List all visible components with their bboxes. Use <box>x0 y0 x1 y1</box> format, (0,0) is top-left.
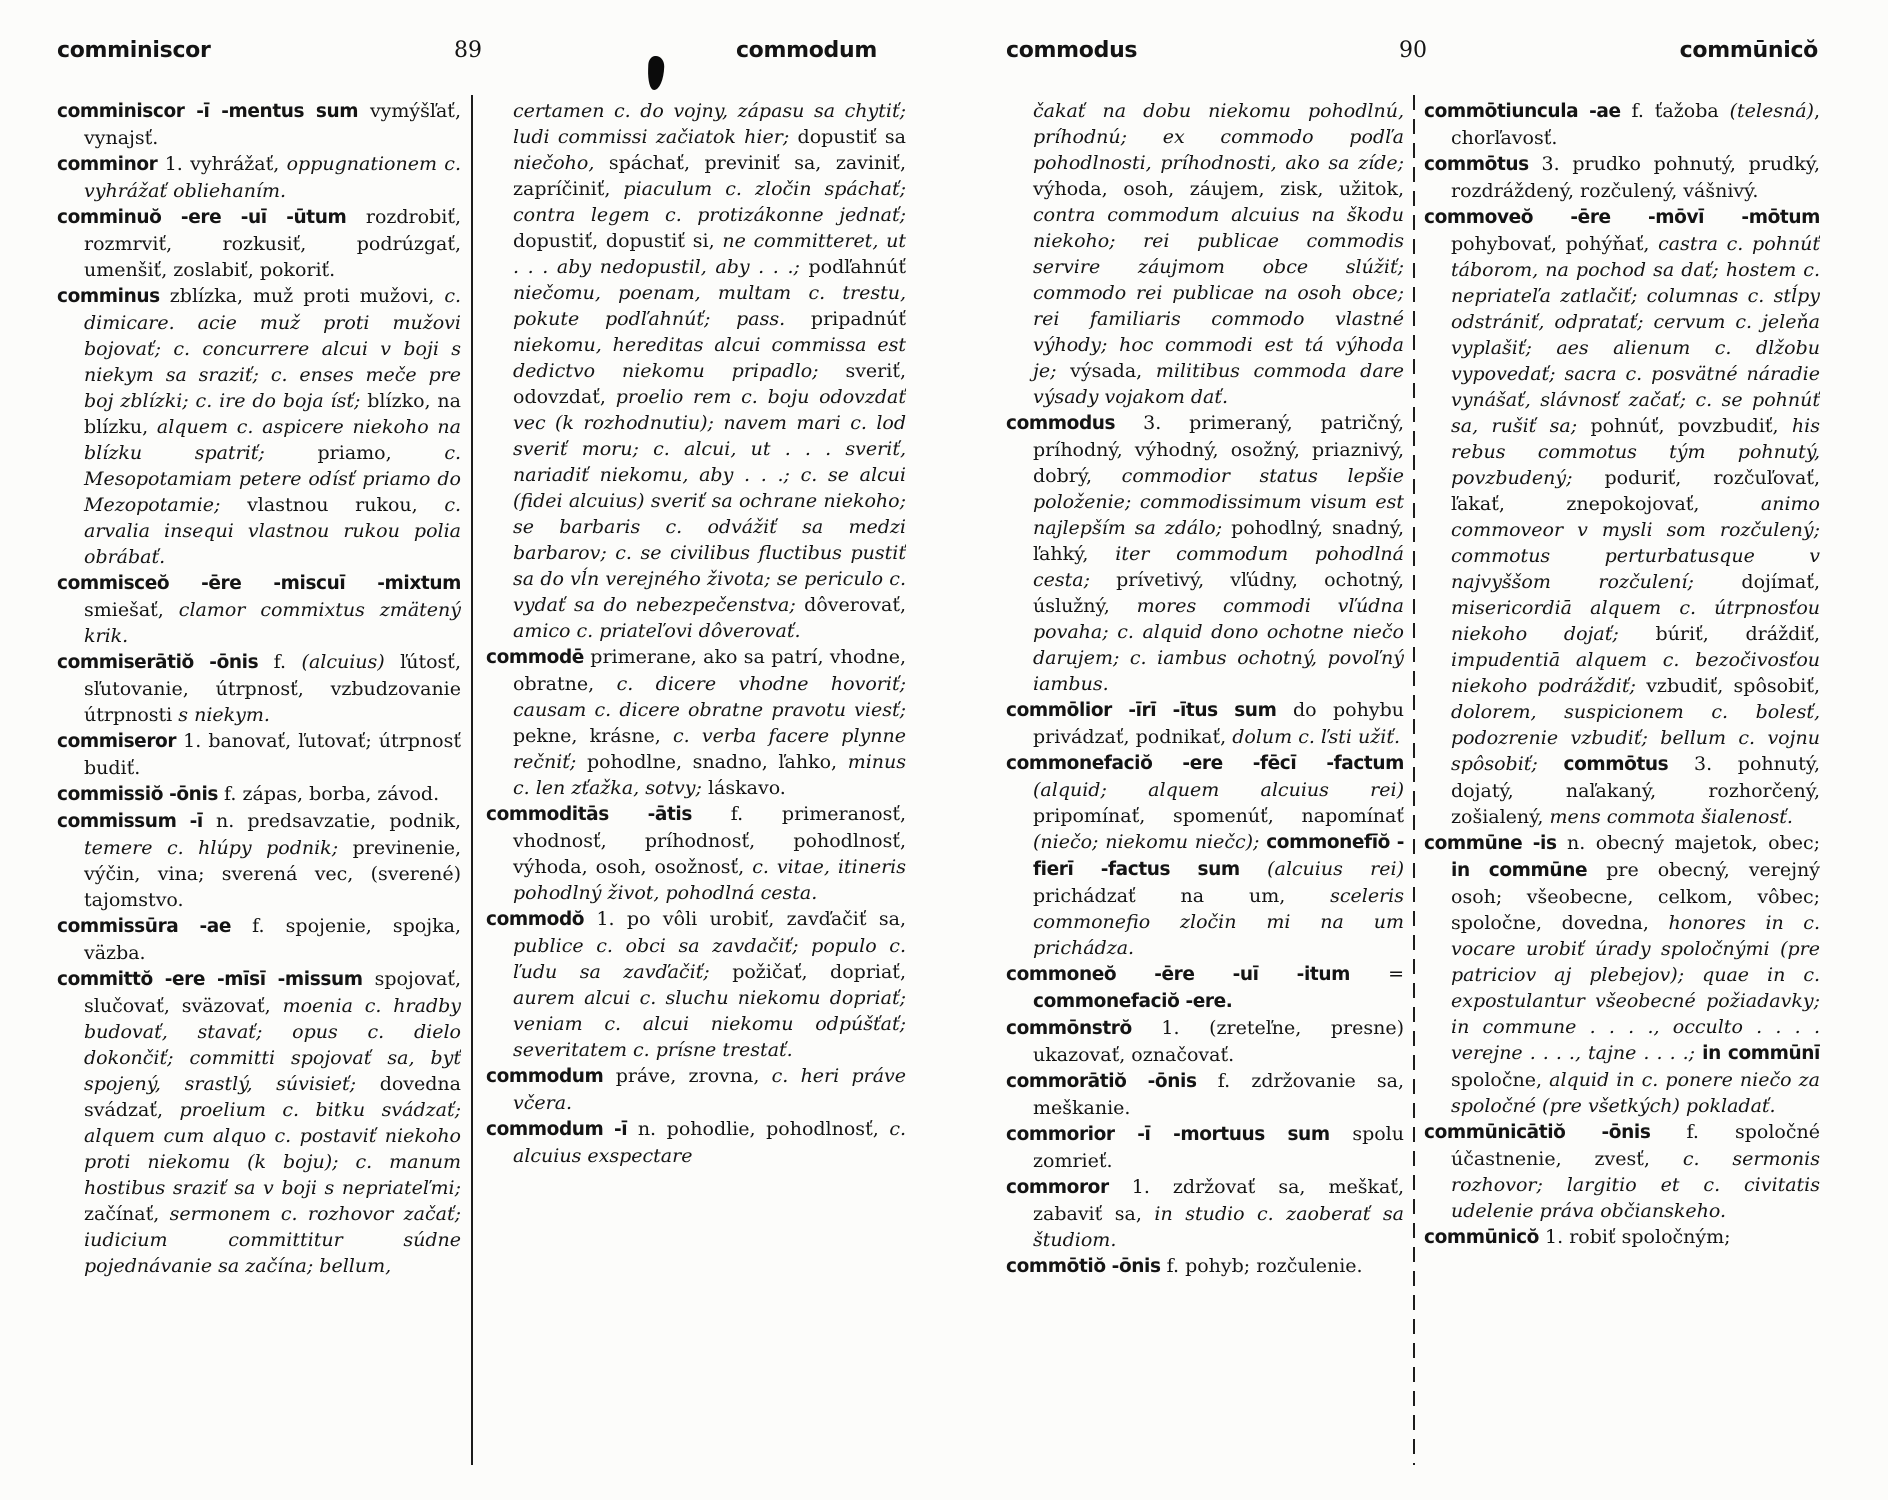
translation-text: primerane, ako sa patrí, vhodne, obratne, <box>513 646 906 695</box>
latin-example: (telesná) <box>1729 100 1814 122</box>
dictionary-entry <box>57 151 461 204</box>
latin-example: publice c. obci sa zavdačiť; populo c. ľudu sa zavďačiť; <box>513 935 906 983</box>
translation-text: spáchať, previniť sa, zaviniť, zapríčiniť, <box>513 152 906 200</box>
latin-example: impudentiā alquem c. bezočivosťou niekoho podráždiť; <box>1451 649 1820 697</box>
latin-example: (niečo; niekomu niečc); <box>1033 831 1267 853</box>
latin-example: (alcuius rei) <box>1267 858 1404 880</box>
latin-example: animo commoveor v mysli som rozčulený; commotus perturbatusque v najvyššom rozčulení; <box>1451 493 1820 593</box>
translation-text: pohodlný, snadný, ľahký, <box>1033 517 1404 565</box>
latin-example: sermonem c. rozhovor začať; iudicium committitur súdne pojednávanie sa začína; bellum, <box>84 1203 461 1277</box>
translation-text: vlastnou rukou, <box>247 494 445 516</box>
guide-word-right-page90: commūnicŏ <box>1679 38 1818 63</box>
translation-text: 3. pohnutý, dojatý, naľakaný, rozhorčený, zošialený, <box>1451 753 1820 828</box>
headword: commorātiŏ -ōnis <box>1006 1071 1218 1092</box>
dictionary-entry <box>1006 1015 1404 1068</box>
translation-text: dopustiť, dopustiť si, <box>513 230 723 252</box>
guide-word-right-page89: commodum <box>735 38 877 63</box>
headword: commisceŏ -ēre -miscuī -mixtum <box>57 573 461 594</box>
translation-text: spoločne, <box>1451 1069 1550 1091</box>
translation-text: dovedna svádzať, <box>84 1073 461 1121</box>
translation-text: spojovať, slučovať, sväzovať, <box>84 968 461 1017</box>
latin-example: niekomu, hereditas alcui commissa est dedictvo niekomu pripadlo; <box>513 334 906 382</box>
headword: commūnicŏ <box>1424 1227 1546 1248</box>
latin-example: amico c. priateľovi dôverovať. <box>513 620 801 642</box>
latin-example: castra c. pohnúť táborom, na pochod sa dať; hostem c. nepriateľa zatlačiť; columnas c. stĺpy odstrániť, odpratať; cervum c. jeleňa vyplašiť; aes alienum c. dlžobu vypovedať; sacra c. posvätné náradie vynášať, slávnosť začať; c. se pohnúť sa, rušiť sa; <box>1451 233 1820 437</box>
dictionary-entry <box>1006 1121 1404 1174</box>
page90-column-2 <box>1424 98 1820 1470</box>
translation-text: sveriť, odovzdať, <box>513 360 906 408</box>
latin-example: c. vitae, itineris pohodlný život, pohodlná cesta. <box>513 856 906 904</box>
headword: commōlior -īrī -ītus sum <box>1006 700 1293 721</box>
translation-text: 1. banovať, ľutovať; útrpnosť budiť. <box>84 730 461 779</box>
translation-text: 3. prudko pohnutý, prudký, rozdráždený, rozčulený, vášnivý. <box>1451 153 1820 202</box>
translation-text: láskavo. <box>707 777 786 799</box>
translation-text: pohnúť, povzbudiť, <box>1590 415 1792 437</box>
headword: commonefīŏ -fierī -factus sum <box>1033 832 1404 880</box>
headword: comminor <box>57 154 165 175</box>
headword: comminiscor -ī -mentus sum <box>57 101 370 122</box>
headword: commoror <box>1006 1177 1132 1198</box>
translation-text: výsada, <box>1070 360 1156 382</box>
dictionary-entry <box>486 1063 906 1116</box>
translation-text: f. ťažoba <box>1631 100 1730 122</box>
dictionary-entry <box>57 808 461 913</box>
headword: commōtiuncula -ae <box>1424 101 1632 122</box>
translation-text: smiešať, <box>84 599 179 621</box>
headword: commiseror <box>57 731 184 752</box>
headword: commissūra -ae <box>57 916 253 937</box>
translation-text: f. zápas, borba, závod. <box>224 783 440 805</box>
translation-text: f. <box>273 651 302 673</box>
translation-text: rozdrobiť, rozmrviť, rozkusiť, podrúzgať, umenšiť, zoslabiť, pokoriť. <box>84 206 461 281</box>
column-divider-page90 <box>1413 95 1415 1465</box>
dictionary-entry <box>57 966 461 1279</box>
latin-example: in studio c. zaoberať sa študiom. <box>1033 1203 1404 1251</box>
latin-example: moenia c. hradby budovať, stavať; opus c. dielo dokončiť; committi spojovať sa, byť spojený, srastlý, súvisieť; <box>84 995 461 1095</box>
translation-text: pekne, krásne, <box>513 725 673 747</box>
headword: commōtus <box>1424 154 1542 175</box>
headword: commūne -is <box>1424 833 1567 854</box>
translation-text: požičať, dopriať, <box>732 961 906 983</box>
translation-text: pripadnúť <box>810 308 906 330</box>
dictionary-entry <box>486 1116 906 1169</box>
headword: commorior -ī -mortuus sum <box>1006 1124 1353 1145</box>
dictionary-entry <box>1006 750 1404 961</box>
translation-text: zblízka, muž proti mužovi, <box>169 285 445 307</box>
latin-example: dolorem, suspicionem c. bolesť, podozrenie vzbudiť; bellum c. vojnu spôsobiť; <box>1451 701 1820 775</box>
translation-text: spolu zomrieť. <box>1033 1123 1404 1172</box>
latin-example: piaculum c. zločin spáchať; contra legem c. protizákonne jednať; <box>513 178 906 226</box>
headword: commūnicātiŏ -ōnis <box>1424 1122 1687 1143</box>
latin-example: c. arvalia insequi vlastnou rukou polia obrábať. <box>84 494 461 568</box>
dictionary-entry <box>486 906 906 1063</box>
dictionary-entry <box>486 644 906 801</box>
latin-example: certamen c. do vojny, zápasu sa chytiť; ludi commissi začiatok hier; <box>513 100 906 148</box>
dictionary-entry <box>1006 697 1404 750</box>
translation-text: búriť, dráždiť, <box>1655 623 1820 645</box>
dictionary-entry <box>486 98 906 644</box>
latin-example: contra commodum alcuius na škodu niekoho; rei publicae commodis servire záujmom obce slúžiť; commodo rei publicae na osoh obce; rei familiaris commodo vlastné výhody; hoc commodi est tá výhoda je; <box>1033 204 1404 382</box>
headword: commiserātiŏ -ōnis <box>57 652 274 673</box>
translation-text: blízko, na blízku, <box>84 390 461 438</box>
headword: commissum -ī <box>57 811 216 832</box>
dictionary-entry <box>486 801 906 906</box>
headword: commoneŏ -ēre -uī -itum <box>1006 964 1389 985</box>
latin-example: sceleris commonefio zločin mi na um prichádza. <box>1033 885 1404 959</box>
latin-example: misericordiā alquem c. útrpnosťou niekoho dojať; <box>1451 597 1820 645</box>
headword: commodus <box>1006 413 1144 434</box>
headword: comminus <box>57 286 170 307</box>
dictionary-entry <box>1006 961 1404 1015</box>
dictionary-entry <box>57 283 461 570</box>
translation-text: výhoda, osoh, záujem, zisk, užitok, <box>1033 178 1404 200</box>
latin-example: dolum c. ľsti užiť. <box>1232 726 1401 748</box>
latin-example: c. dimicare. acie muž proti mužovi bojovať; c. concurrere alcui v boji s niekym sa sraziť; c. enses meče pre boj zblízki; c. ire do boja ísť; <box>84 285 461 412</box>
translation-text: f. primeranosť, vhodnosť, príhodnosť, pohodlnosť, výhoda, osoh, osožnosť, <box>513 803 906 878</box>
latin-example: aurem alcui c. sluchu niekomu dopriať; veniam c. alcui niekomu odpúšťať; severitatem c. prísne trestať. <box>513 987 906 1061</box>
translation-text: f. pohyb; rozčulenie. <box>1166 1255 1363 1277</box>
latin-example: proelio rem c. boju odovzdať vec (k rozhodnutiu); navem mari c. loď sveriť moru; c. alcui, ut . . . sveriť, nariadiť niekomu, aby . . .; c. se alcui (fidei alcuius) sveriť sa ochrane niekoho; se barbaris c. odvážiť sa medzi barbarov; c. se civilibus fluctibus pustiť sa do vĺn verejného života; se periculo c. vydať sa do nebezpečenstva; <box>513 386 906 616</box>
translation-text: dôverovať, <box>804 594 906 616</box>
page89-column-1 <box>57 98 461 1470</box>
translation-text: f. spojenie, spojka, väzba. <box>84 915 461 964</box>
latin-example: temere c. hlúpy podnik; <box>84 837 353 859</box>
headword: commodum -ī <box>486 1119 638 1140</box>
translation-text: 1. (zreteľne, presne) ukazovať, označovať. <box>1033 1017 1404 1066</box>
latin-example: oppugnationem c. vyhrážať obliehaním. <box>84 153 461 202</box>
translation-text: n. obecný majetok, obec; <box>1567 832 1820 854</box>
translation-text: podľahnúť <box>808 256 906 278</box>
translation-text: dopustiť sa <box>797 126 906 148</box>
translation-text: poduriť, rozčuľovať, ľakať, znepokojovať, <box>1451 467 1820 515</box>
headword: commodē <box>486 647 591 668</box>
translation-text: 3. primeraný, patričný, príhodný, výhodný, osožný, priaznivý, dobrý, <box>1033 412 1404 487</box>
translation-text: do pohybu privádzať, podnikať, <box>1033 699 1404 748</box>
translation-text: n. predsavzatie, podnik, <box>215 810 461 832</box>
latin-example: iter commodum pohodlná cesta; <box>1033 543 1404 591</box>
translation-text: f. spoločné účastnenie, zvesť, <box>1451 1121 1820 1170</box>
translation-text: práve, zrovna, <box>615 1065 772 1087</box>
dictionary-entry <box>1006 1068 1404 1121</box>
latin-example: (alcuius) <box>301 651 401 673</box>
latin-example: c. heri práve včera. <box>513 1065 906 1114</box>
column-divider-page89 <box>471 95 473 1465</box>
latin-example: mores commodi vľúdna povaha; c. alquid dono ochotne niečo darujem; c. iambus ochotný, povoľný iambus. <box>1033 595 1404 695</box>
translation-text: priamo, <box>317 442 445 464</box>
dictionary-entry <box>57 913 461 966</box>
dictionary-entry <box>1424 1224 1820 1251</box>
headword: in commūne <box>1451 860 1607 881</box>
latin-example: alquem c. aspicere niekoho na blízku spatriť; <box>84 416 461 464</box>
page-number-89: 89 <box>454 38 482 63</box>
dictionary-entry <box>1006 1253 1404 1280</box>
translation-text: pohybovať, pohýňať, <box>1451 233 1659 255</box>
translation-text: ľútosť, sľutovanie, útrpnosť, vzbudzovanie útrpnosti <box>84 651 461 726</box>
translation-text: pre obecný, verejný osoh; všeobecne, celkom, vôbec; spoločne, dovedna, <box>1451 859 1820 934</box>
translation-text: f. zdržovanie sa, meškanie. <box>1033 1070 1404 1119</box>
latin-example: honores in c. vocare urobiť úrady spoločnými (pre patriciov aj plebejov); quae in c. expostulantur všeobecné požiadavky; in commune . . . ., occulto . . . . verejne . . . ., tajne . . . .; <box>1451 912 1820 1064</box>
latin-example: his rebus commotus tým pohnutý, povzbudený; <box>1451 415 1820 489</box>
headword: commoditās -ātis <box>486 804 731 825</box>
latin-example: niečoho, <box>513 152 609 174</box>
translation-text: 1. po vôli urobiť, zavďačiť sa, <box>596 908 906 930</box>
translation-text: n. pohodlie, pohodlnosť, <box>637 1118 890 1140</box>
latin-example: s niekym. <box>178 704 270 726</box>
latin-example: minus c. len zťažka, sotvy; <box>513 751 906 799</box>
headword: in commūnī <box>1702 1043 1820 1064</box>
headword: commonefaciŏ -ere. <box>1033 991 1233 1012</box>
headword: commonefaciŏ -ere -fēcī -factum <box>1006 753 1404 774</box>
translation-text: pohodlne, snadno, ľahko, <box>586 751 848 773</box>
latin-example: niečomu, poenam, multam c. trestu, pokute podľahnúť; pass. <box>513 282 906 330</box>
latin-example: proelium c. bitku svádzať; alquem cum alquo c. postaviť niekoho proti niekomu (k boju); c. manum hostibus sraziť sa v boji s nepriateľmi; <box>84 1099 461 1199</box>
translation-text: vymýšľať, vynajsť. <box>84 100 461 149</box>
dictionary-entry <box>1424 830 1820 1119</box>
latin-example: c. verba facere plynne rečniť; <box>513 725 906 773</box>
latin-example: ne committeret, ut . . . aby nedopustil, aby . . .; <box>513 230 906 278</box>
translation-text: 1. vyhrážať, <box>164 153 287 175</box>
headword: commodŏ <box>486 909 597 930</box>
dictionary-entry <box>1424 98 1820 151</box>
dictionary-entry <box>57 649 461 728</box>
page89-column-2 <box>486 98 906 1470</box>
latin-example: clamor commixtus zmätený krik. <box>84 599 461 647</box>
dictionary-entry <box>1424 204 1820 830</box>
latin-example: commodior status lepšie položenie; commodissimum visum est najlepším sa zdálo; <box>1033 465 1404 539</box>
headword: commodum <box>486 1066 616 1087</box>
dictionary-entry <box>57 570 461 649</box>
latin-example: c. dicere vhodne hovoriť; causam c. dicere obratne pravotu viesť; <box>513 673 906 721</box>
headword: commoveŏ -ēre -mōvī -mōtum <box>1424 207 1820 228</box>
headword: committŏ -ere -mīsī -missum <box>57 969 375 990</box>
ink-blot <box>647 56 664 91</box>
dictionary-entry <box>57 98 461 151</box>
translation-text: vzbudiť, spôsobiť, <box>1646 675 1820 697</box>
latin-example: c. Mesopotamiam petere odísť priamo do Mezopotamie; <box>84 442 461 516</box>
guide-word-left-page89: comminiscor <box>57 38 211 63</box>
latin-example: alquid in c. ponere niečo za spoločné (pre všetkých) pokladať. <box>1451 1069 1820 1117</box>
translation-text: = <box>1388 963 1404 985</box>
dictionary-entry <box>1006 98 1404 410</box>
translation-text: prichádzať na um, <box>1033 885 1331 907</box>
latin-example: c. alcuius exspectare <box>513 1118 906 1167</box>
dictionary-entry <box>1424 1119 1820 1224</box>
translation-text: prívetivý, vľúdny, ochotný, úslužný, <box>1033 569 1404 617</box>
latin-example: c. sermonis rozhovor; largitio et c. civitatis udelenie práva občianskeho. <box>1451 1148 1820 1222</box>
translation-text: 1. zdržovať sa, meškať, zabaviť sa, <box>1033 1176 1404 1225</box>
translation-text: previnenie, výčin, vina; sverená vec, (sverené) tajomstvo. <box>84 837 461 911</box>
page90-column-1 <box>1006 98 1404 1470</box>
headword: commōnstrŏ <box>1006 1018 1162 1039</box>
translation-text: začínať, <box>84 1203 170 1225</box>
headword: commōtiŏ -ōnis <box>1006 1256 1167 1277</box>
dictionary-entry <box>57 781 461 808</box>
dictionary-entry <box>1006 410 1404 697</box>
guide-word-left-page90: commodus <box>1006 38 1138 63</box>
dictionary-entry <box>1006 1174 1404 1253</box>
page-number-90: 90 <box>1399 38 1427 63</box>
headword: commōtus <box>1563 754 1694 775</box>
translation-text: dojímať, <box>1741 571 1820 593</box>
latin-example: militibus commoda dare výsady vojakom dať. <box>1033 360 1404 408</box>
headword: comminuŏ -ere -uī -ūtum <box>57 207 366 228</box>
dictionary-entry <box>1424 151 1820 204</box>
translation-text: 1. robiť spoločným; <box>1545 1226 1731 1248</box>
latin-example: čakať na dobu niekomu pohodlnú, príhodnú; ex commodo podľa pohodlnosti, príhodnosti, ako sa zíde; <box>1033 100 1404 174</box>
dictionary-entry <box>57 204 461 283</box>
translation-text: pripomínať, spomenúť, napomínať <box>1033 805 1404 827</box>
translation-text: , chorľavosť. <box>1451 100 1820 149</box>
latin-example: mens commota šialenosť. <box>1549 806 1793 828</box>
dictionary-entry <box>57 728 461 781</box>
headword: commissiŏ -ōnis <box>57 784 225 805</box>
latin-example: (alquid; alquem alcuius rei) <box>1033 779 1404 801</box>
